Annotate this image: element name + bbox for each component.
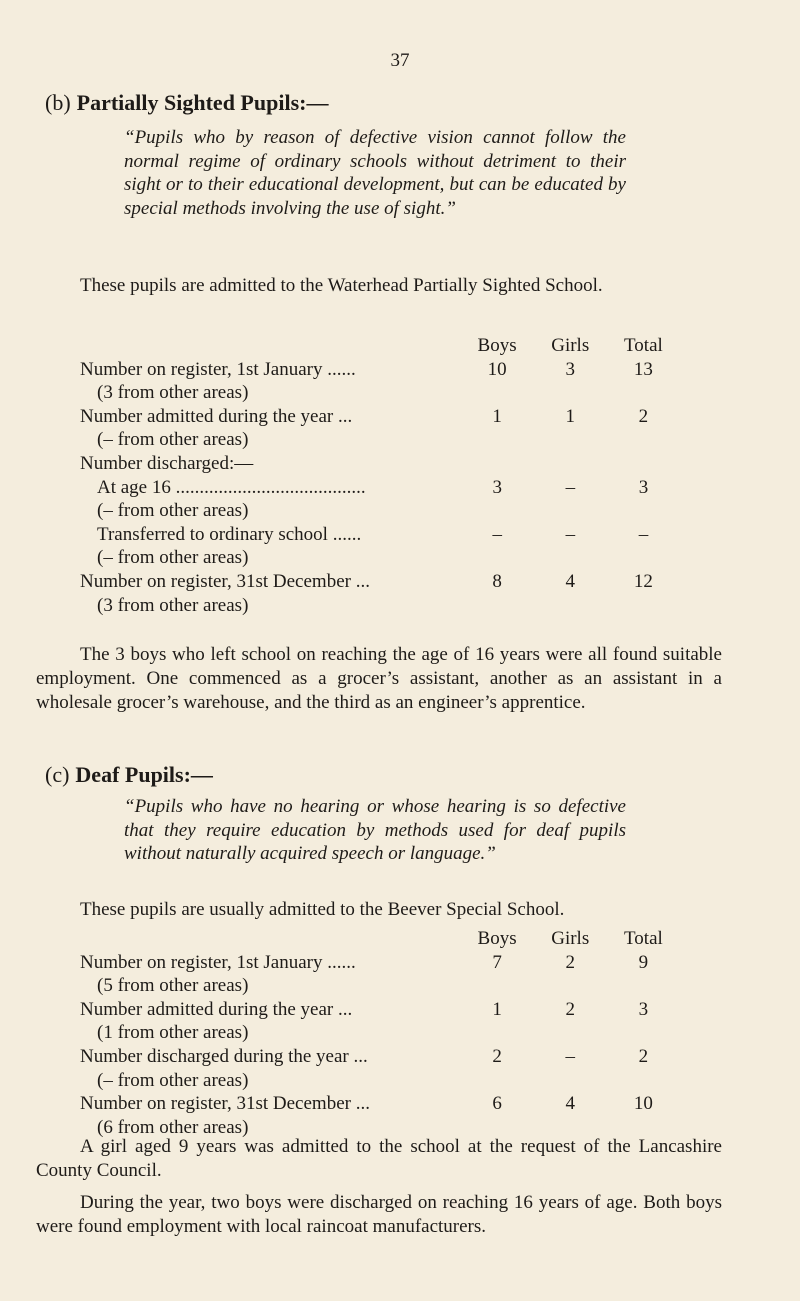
row-label: (1 from other areas) xyxy=(97,1022,249,1044)
cell-girls: – xyxy=(565,476,576,498)
table-header xyxy=(80,927,680,951)
table-row xyxy=(80,1045,680,1069)
cell-girls: – xyxy=(565,1045,575,1067)
section-b-table xyxy=(80,334,680,617)
cell-total xyxy=(607,546,680,570)
row-label: (– from other areas) xyxy=(97,1069,249,1091)
cell-girls: 3 xyxy=(565,358,575,380)
cell-girls xyxy=(534,1069,607,1093)
table-row xyxy=(80,594,680,618)
cell-girls xyxy=(534,546,607,570)
cell-boys xyxy=(461,974,534,998)
cell-girls xyxy=(534,974,607,998)
table-row xyxy=(80,1069,680,1093)
row-label: (6 from other areas) xyxy=(97,1116,249,1138)
cell-girls: 4 xyxy=(565,1093,575,1115)
table-row xyxy=(80,405,680,429)
table-row xyxy=(80,1092,680,1116)
column-header-boys: Boys xyxy=(477,928,517,949)
cell-total xyxy=(607,499,680,523)
section-c-title: Deaf Pupils:— xyxy=(75,762,213,787)
cell-boys: 10 xyxy=(487,358,507,380)
section-c-table xyxy=(80,927,680,1139)
cell-boys: 3 xyxy=(492,476,502,498)
table-header xyxy=(80,334,680,358)
row-label: Transferred to ordinary school ...... xyxy=(97,523,362,545)
cell-boys xyxy=(461,546,534,570)
section-b-label: (b) xyxy=(45,90,71,115)
table-row xyxy=(80,974,680,998)
row-label: (3 from other areas) xyxy=(97,594,249,616)
column-header-total: Total xyxy=(624,335,663,356)
section-b-definition: “Pupils who by reason of defective vision cannot follow the normal regime of ordinary schools without detriment to their sight or to their educational development, but can be educated by special methods involving the use of sight.” xyxy=(124,127,626,219)
table-row xyxy=(80,951,680,975)
column-header-total: Total xyxy=(624,928,663,949)
cell-girls xyxy=(534,594,607,618)
cell-total xyxy=(607,428,680,452)
row-label: Number admitted during the year ... xyxy=(80,998,353,1020)
row-label: (– from other areas) xyxy=(97,500,249,522)
cell-girls xyxy=(534,381,607,405)
cell-boys xyxy=(461,1021,534,1045)
table-row xyxy=(80,428,680,452)
cell-boys: 6 xyxy=(492,1093,502,1115)
cell-total xyxy=(607,381,680,405)
cell-boys xyxy=(461,381,534,405)
row-label: Number on register, 1st January ...... xyxy=(80,358,356,380)
cell-boys xyxy=(461,594,534,618)
cell-total: 12 xyxy=(633,570,653,592)
table-row xyxy=(80,452,680,476)
row-label: At age 16 ........................................ xyxy=(97,476,366,498)
section-b-heading xyxy=(45,90,328,116)
cell-boys: 8 xyxy=(492,570,502,592)
cell-boys xyxy=(461,428,534,452)
cell-total: 10 xyxy=(633,1093,653,1115)
table-row xyxy=(80,358,680,382)
column-header-girls: Girls xyxy=(551,335,590,356)
cell-total xyxy=(607,594,680,618)
table-row xyxy=(80,998,680,1022)
row-label: (5 from other areas) xyxy=(97,975,249,997)
table-row xyxy=(80,570,680,594)
cell-boys: 2 xyxy=(492,1045,502,1067)
cell-boys: – xyxy=(492,523,502,545)
page-number: 37 xyxy=(390,50,410,71)
section-c-closing-2: During the year, two boys were discharged on reaching 16 years of age. Both boys were found employment with local raincoat manufacturers. xyxy=(36,1192,722,1237)
row-label: Number admitted during the year ... xyxy=(80,405,353,427)
column-header-girls: Girls xyxy=(551,928,590,949)
cell-girls: 1 xyxy=(565,405,575,427)
cell-total xyxy=(607,974,680,998)
cell-girls: 4 xyxy=(565,570,575,592)
cell-boys xyxy=(461,1069,534,1093)
cell-girls: 2 xyxy=(565,998,575,1020)
row-label: Number discharged:— xyxy=(80,452,254,474)
cell-boys: 7 xyxy=(492,951,502,973)
section-c-heading xyxy=(45,762,213,788)
cell-total: 13 xyxy=(633,358,653,380)
row-label: Number on register, 31st December ... xyxy=(80,1093,370,1115)
cell-total: 2 xyxy=(638,1045,649,1067)
cell-total: 3 xyxy=(638,998,649,1020)
section-c-label: (c) xyxy=(45,762,70,787)
cell-boys xyxy=(461,499,534,523)
cell-total: – xyxy=(638,523,649,545)
row-label: (– from other areas) xyxy=(97,429,249,451)
cell-total xyxy=(607,1021,680,1045)
row-label: Number on register, 31st December ... xyxy=(80,570,370,592)
cell-girls: – xyxy=(565,523,576,545)
section-c-definition: “Pupils who have no hearing or whose hearing is so defective that they require education by methods used for deaf pupils without naturally acquired speech or language.” xyxy=(124,796,626,864)
section-c-intro: These pupils are usually admitted to the Beever Special School. xyxy=(80,899,565,920)
cell-total xyxy=(607,1069,680,1093)
cell-girls xyxy=(534,499,607,523)
cell-total: 2 xyxy=(638,405,649,427)
row-label: Number on register, 1st January ...... xyxy=(80,951,356,973)
row-label: (3 from other areas) xyxy=(97,382,249,404)
column-header-boys: Boys xyxy=(477,335,517,356)
cell-girls: 2 xyxy=(565,951,575,973)
section-b-closing: The 3 boys who left school on reaching the age of 16 years were all found suitable employment. One commenced as a grocer’s assistant, another as an assistant in a wholesale grocer’s warehouse, and the third as an engineer’s apprentice. xyxy=(36,644,722,713)
row-label: Number discharged during the year ... xyxy=(80,1045,368,1067)
table-row xyxy=(80,499,680,523)
table-row xyxy=(80,476,680,500)
table-row xyxy=(80,381,680,405)
table-row xyxy=(80,546,680,570)
cell-boys xyxy=(460,452,533,476)
cell-total: 9 xyxy=(638,951,649,973)
cell-total: 3 xyxy=(638,476,649,498)
row-label: (– from other areas) xyxy=(97,547,249,569)
cell-total xyxy=(607,452,680,476)
table-row xyxy=(80,523,680,547)
cell-boys: 1 xyxy=(492,405,502,427)
section-c-closing-1: A girl aged 9 years was admitted to the school at the request of the Lancashire County Council. xyxy=(36,1136,722,1181)
table-row xyxy=(80,1021,680,1045)
cell-girls xyxy=(534,452,607,476)
cell-girls xyxy=(534,428,607,452)
section-b-title: Partially Sighted Pupils:— xyxy=(76,90,329,115)
section-b-intro: These pupils are admitted to the Waterhead Partially Sighted School. xyxy=(80,275,603,296)
cell-girls xyxy=(534,1021,607,1045)
cell-boys: 1 xyxy=(492,998,502,1020)
